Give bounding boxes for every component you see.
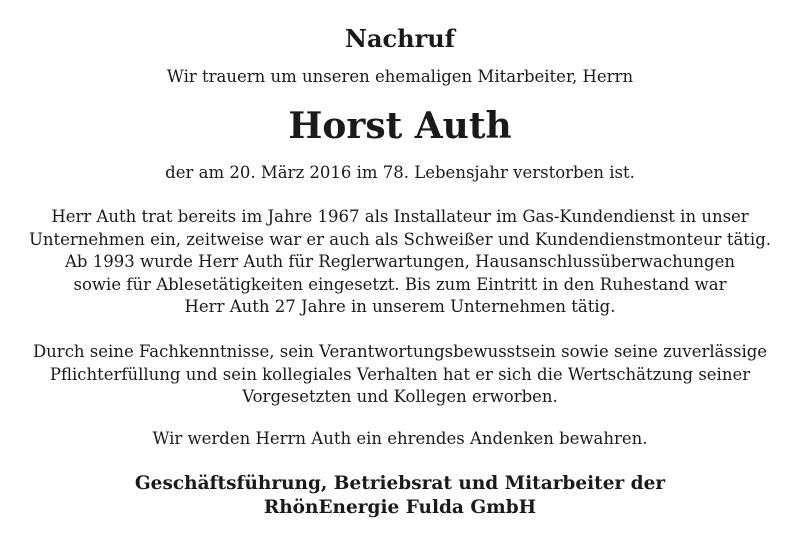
paragraph-line: Herr Auth 27 Jahre in unserem Unternehmen tätig. (184, 297, 616, 316)
paragraph-line: Durch seine Fachkenntnisse, sein Verantwortungsbewusstsein sowie seine zuverlässige (32, 342, 768, 361)
paragraph-line: Vorgesetzten und Kollegen erworben. (242, 387, 558, 406)
notice-title: Nachruf (345, 24, 455, 53)
signature-line: Geschäftsführung, Betriebsrat und Mitarbeiter der (134, 473, 666, 494)
paragraph-line: Ab 1993 wurde Herr Auth für Reglerwartungen, Hausanschlussüberwachungen (65, 252, 735, 271)
remembrance-paragraph: Wir werden Herrn Auth ein ehrendes Andenken bewahren. (152, 429, 648, 448)
paragraph-line: Unternehmen ein, zeitweise war er auch als Schweißer und Kundendienstmonteur tätig. (28, 229, 772, 249)
appreciation-paragraph (20, 341, 780, 409)
signature-block (0, 472, 800, 520)
paragraph-line: Pflichterfüllung und sein kollegiales Verhalten hat er sich die Wertschätzung seiner (49, 364, 751, 384)
intro-line: Wir trauern um unseren ehemaligen Mitarbeiter, Herrn (166, 67, 634, 86)
career-paragraph (20, 206, 780, 319)
paragraph-line: Herr Auth trat bereits im Jahre 1967 als Installateur im Gas-Kundendienst in unser (51, 207, 749, 226)
company-name: RhönEnergie Fulda GmbH (263, 497, 537, 518)
deceased-name: Horst Auth (288, 105, 512, 147)
date-of-death-line: der am 20. März 2016 im 78. Lebensjahr verstorben ist. (165, 163, 635, 182)
paragraph-line: sowie für Ablesetätigkeiten eingesetzt. Bis zum Eintritt in den Ruhestand war (73, 274, 727, 294)
